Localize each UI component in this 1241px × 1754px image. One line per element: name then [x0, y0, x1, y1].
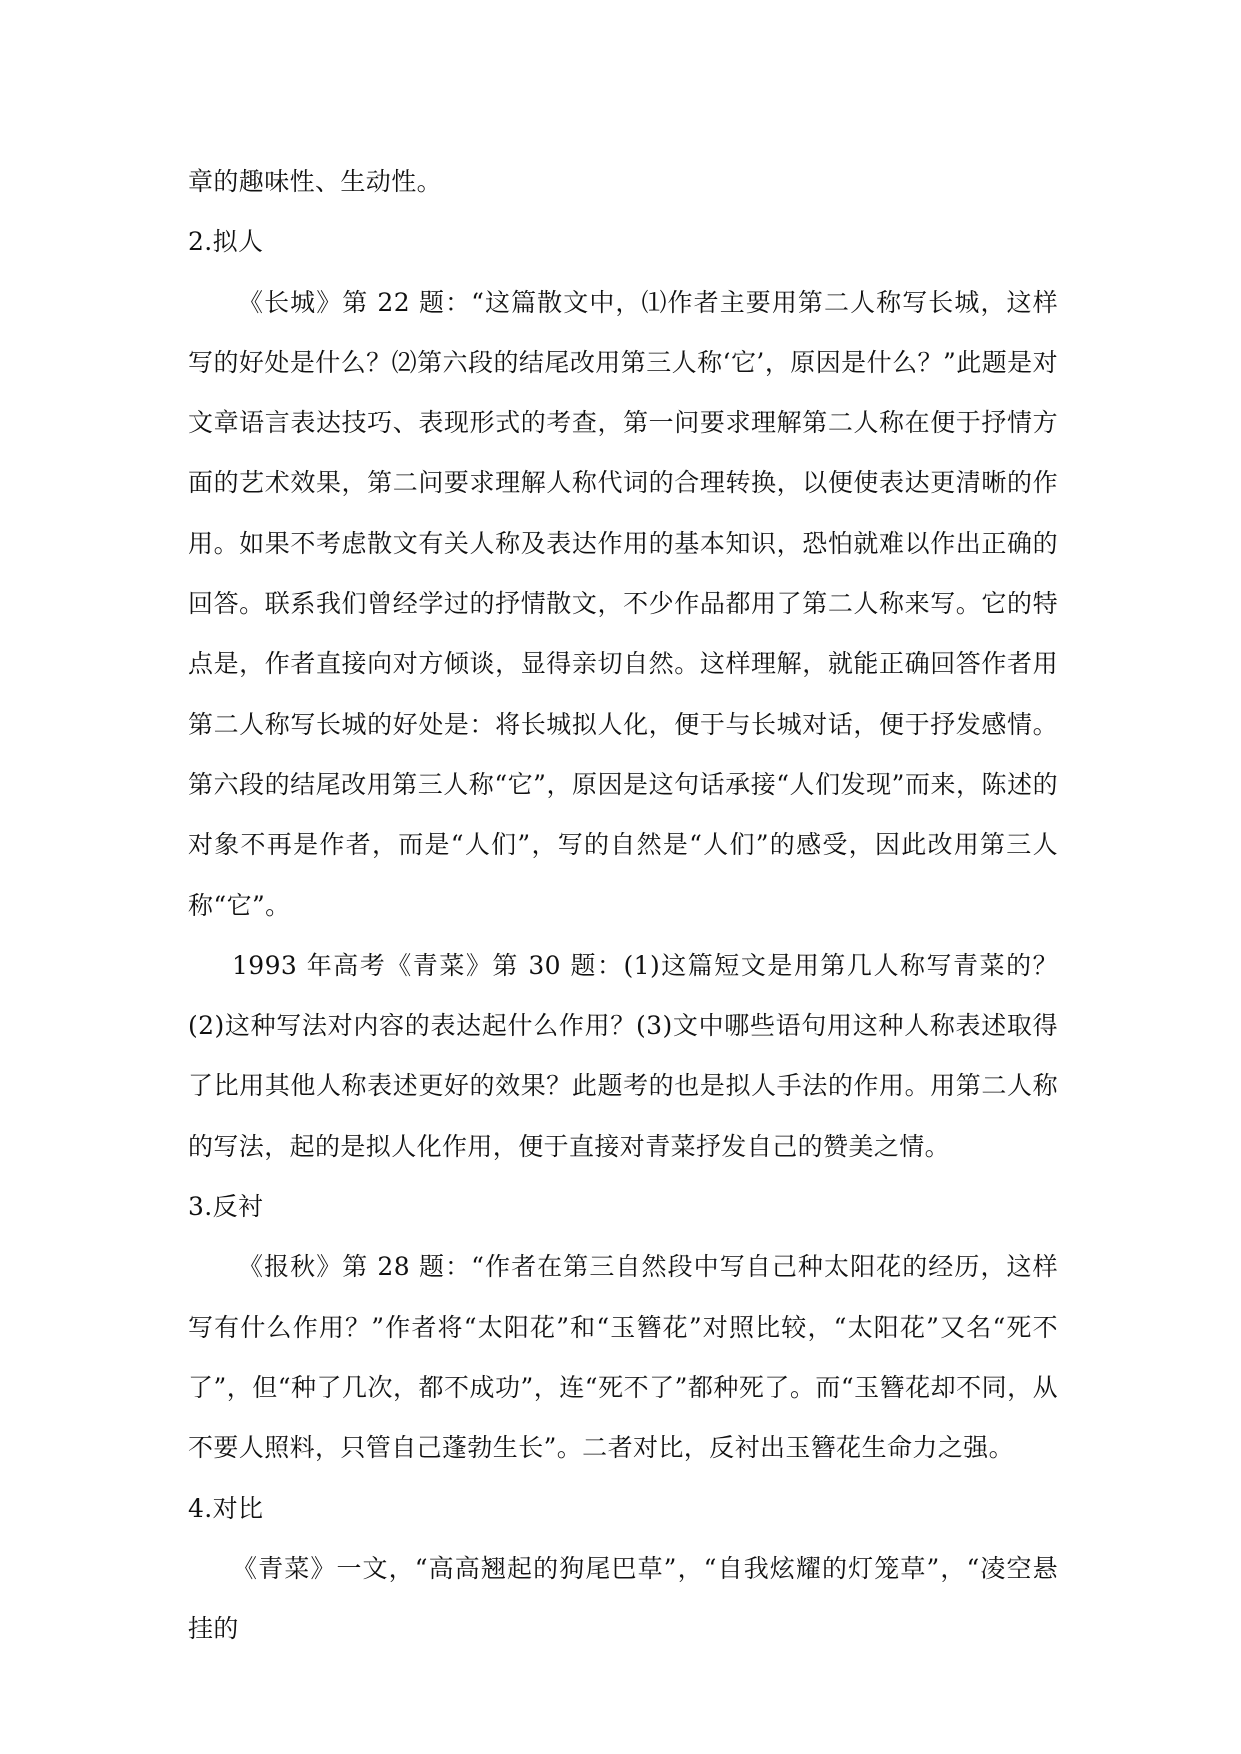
document-body [188, 152, 1058, 1659]
section-heading-personification: 2.拟人 [188, 227, 264, 257]
section-heading-comparison: 4.对比 [188, 1493, 264, 1523]
paragraph-green-vegetable-exam: 1993 年高考《青菜》第 30 题：(1)这篇短文是用第几人称写青菜的？(2)这种写法对内容的表达起什么作用？(3)文中哪些语句用这种人称表述取得了比用其他人称表述更好的效果？此题考的也是拟人手法的作用。用第二人称的写法，起的是拟人化作用，便于直接对青菜抒发自己的赞美之情。 [188, 950, 1058, 1161]
paragraph-green-vegetable-comparison: 《青菜》一文，“高高翘起的狗尾巴草”，“自我炫耀的灯笼草”，“凌空悬挂的 [188, 1553, 1058, 1644]
paragraph-continuation: 章的趣味性、生动性。 [188, 167, 443, 196]
section-heading-contrast-foil: 3.反衬 [188, 1192, 264, 1222]
paragraph-autumn-report: 《报秋》第 28 题：“作者在第三自然段中写自己种太阳花的经历，这样写有什么作用？”作者将“太阳花”和“玉簪花”对照比较，“太阳花”又名“死不了”，但“种了几次，都不成功”，连“死不了”都种死了。而“玉簪花却不同，从不要人照料，只管自己蓬勃生长”。二者对比，反衬出玉簪花生命力之强。 [188, 1252, 1058, 1463]
paragraph-great-wall: 《长城》第 22 题：“这篇散文中，⑴作者主要用第二人称写长城，这样写的好处是什么？⑵第六段的结尾改用第三人称‘它’，原因是什么？”此题是对文章语言表达技巧、表现形式的考查，第一问要求理解第二人称在便于抒情方面的艺术效果，第二问要求理解人称代词的合理转换，以便使表达更清晰的作用。如果不考虑散文有关人称及表达作用的基本知识，恐怕就难以作出正确的回答。联系我们曾经学过的抒情散文，不少作品都用了第二人称来写。它的特点是，作者直接向对方倾谈，显得亲切自然。这样理解，就能正确回答作者用第二人称写长城的好处是：将长城拟人化，便于与长城对话，便于抒发感情。第六段的结尾改用第三人称“它”，原因是这句话承接“人们发现”而来，陈述的对象不再是作者，而是“人们”，写的自然是“人们”的感受，因此改用第三人称“它”。 [188, 287, 1058, 920]
